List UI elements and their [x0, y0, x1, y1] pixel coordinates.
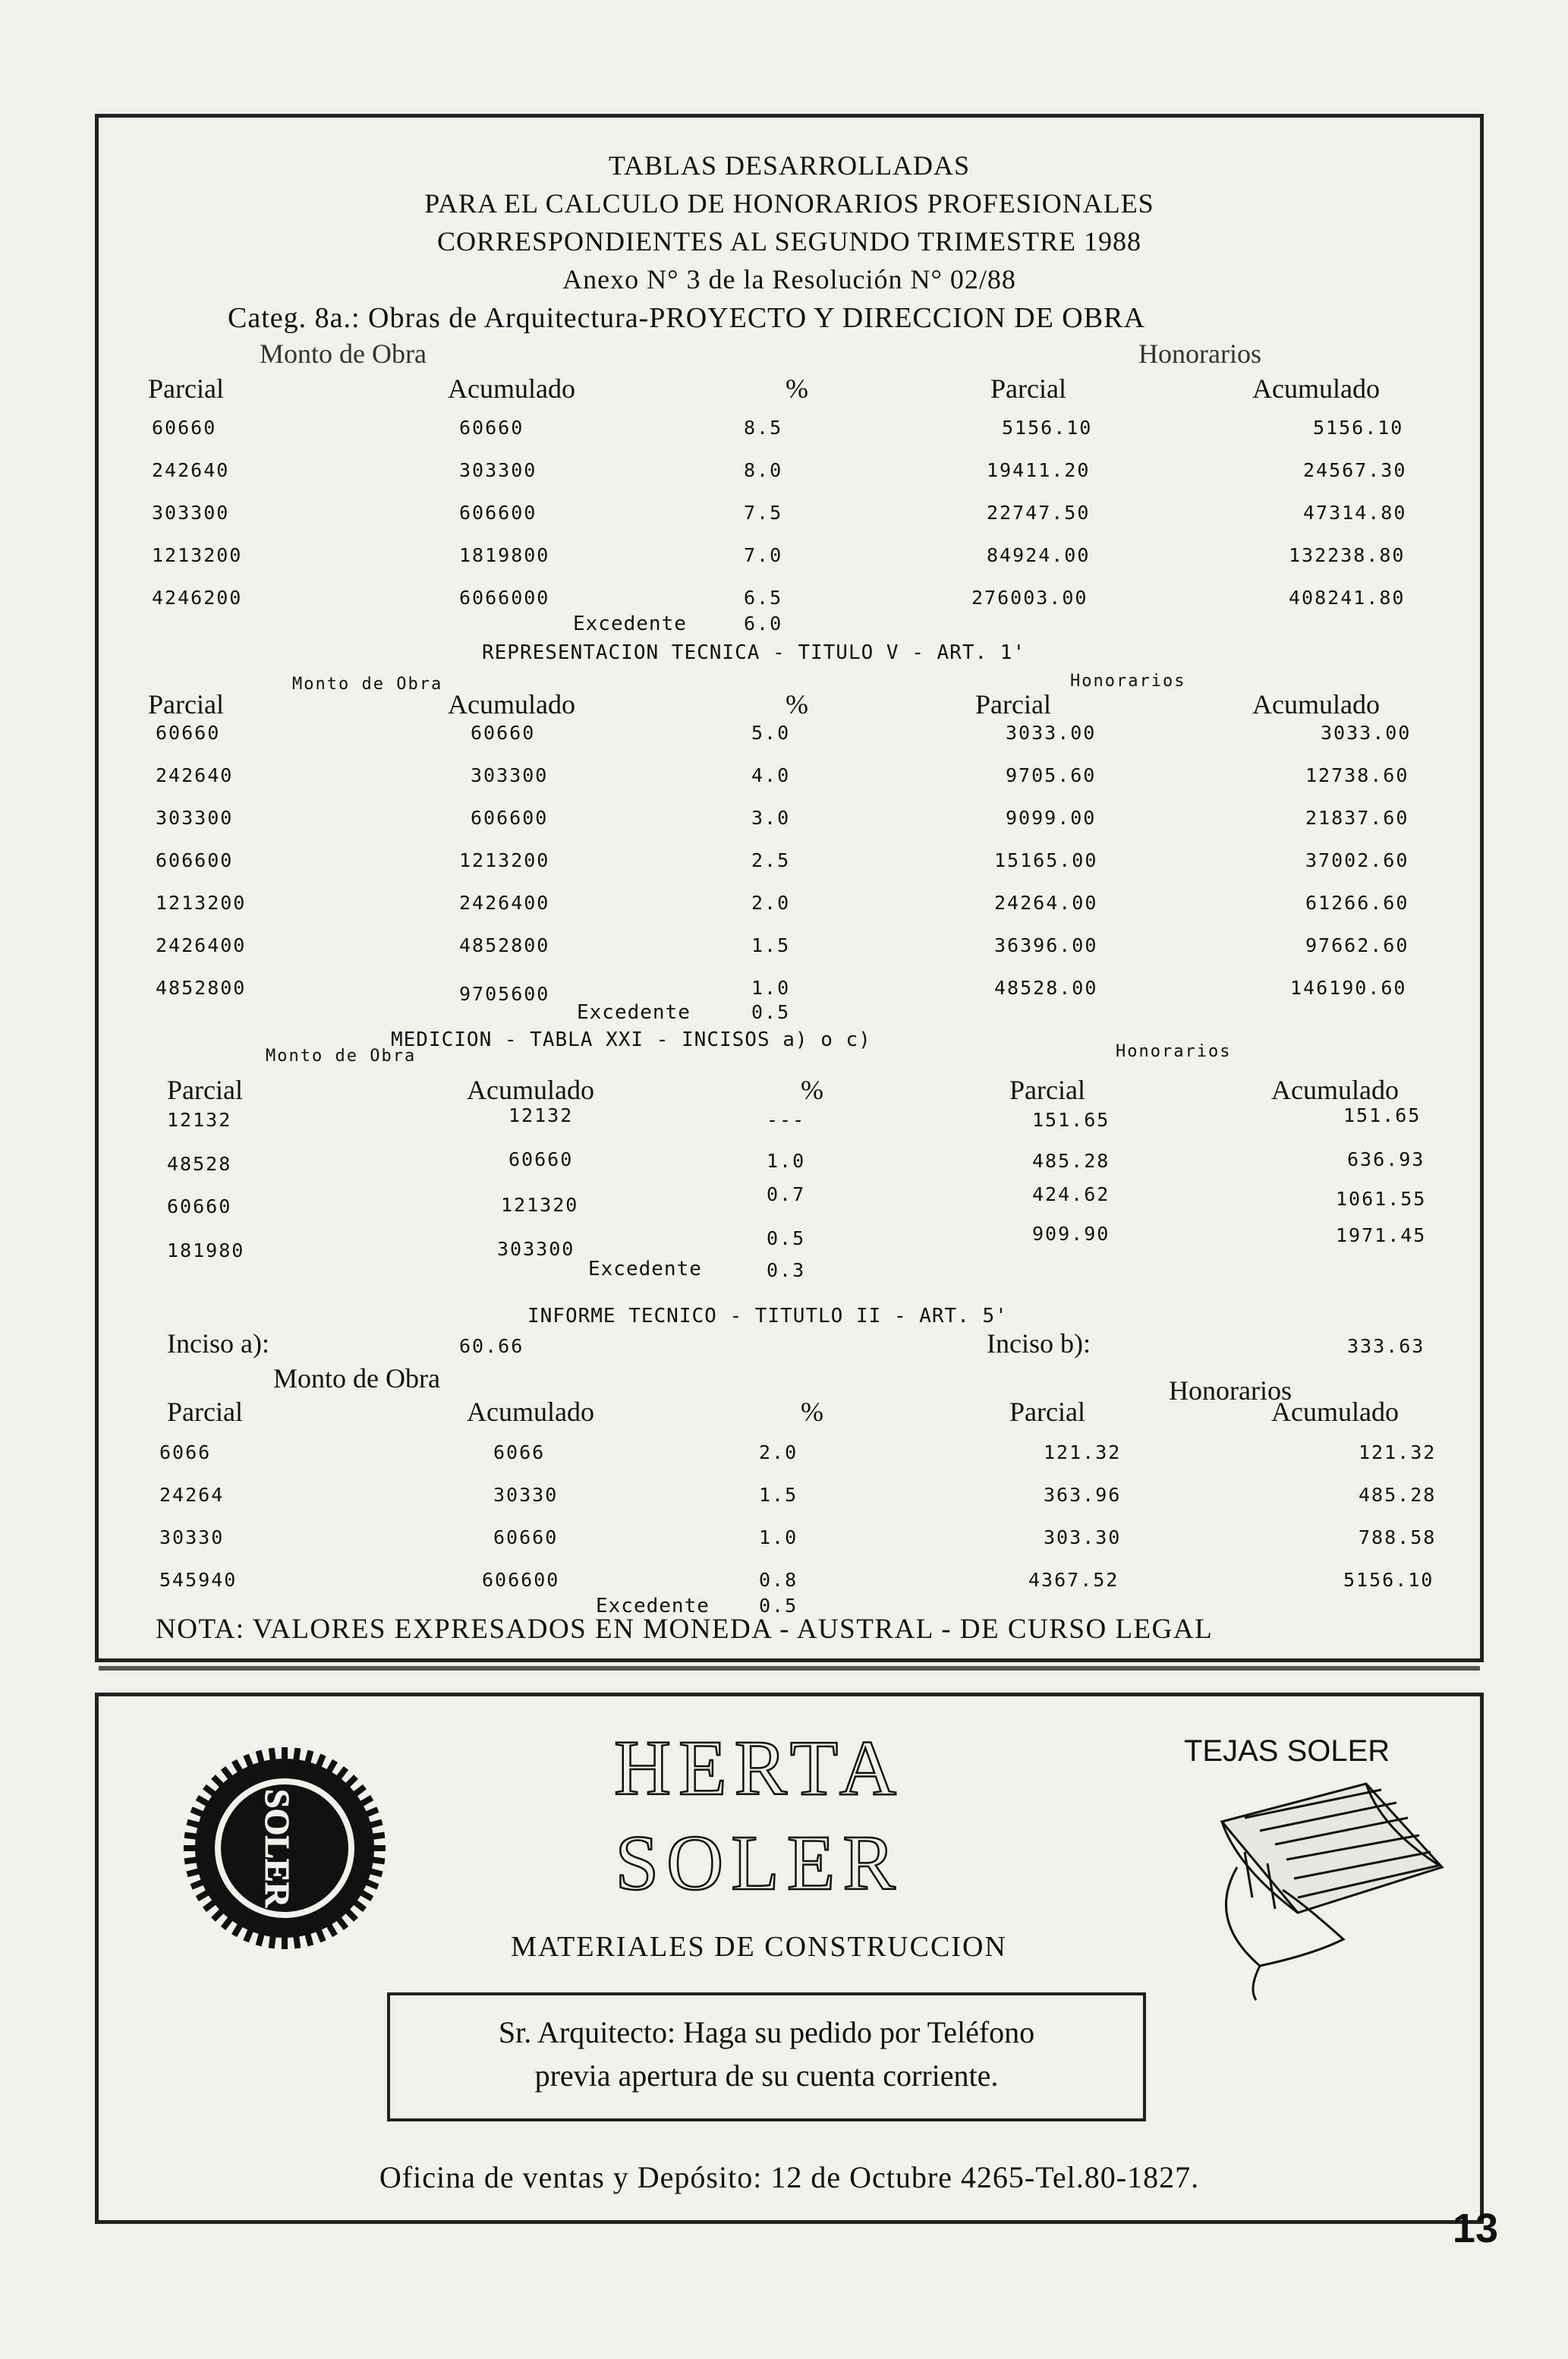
cell-pct: 5.0: [751, 722, 791, 744]
sec2-acumulado-label: Acumulado: [448, 689, 575, 720]
sec4-hon-acumulado-label: Acumulado: [1271, 1397, 1399, 1427]
sec4-monto-label: Monto de Obra: [273, 1363, 440, 1394]
inciso-a-value: 60.66: [459, 1335, 524, 1357]
cell-hon-acumulado: 97662.60: [1305, 934, 1409, 956]
sec1-excedente-value: 6.0: [744, 613, 783, 635]
sec3-acumulado-label: Acumulado: [467, 1075, 594, 1105]
sec2-pct-label: %: [786, 689, 808, 720]
cell-parcial: 181980: [167, 1239, 245, 1261]
cell-parcial: 606600: [156, 849, 234, 871]
ad-footer-address: Oficina de ventas y Depósito: 12 de Octubre 4265-Tel.80-1827.: [379, 2160, 1200, 2194]
page-number: 13: [1452, 2206, 1498, 2251]
cell-pct: 4.0: [751, 764, 791, 786]
cell-pct: 0.8: [759, 1569, 798, 1591]
sec2-excedente-value: 0.5: [751, 1001, 791, 1023]
cell-parcial: 60660: [156, 722, 221, 744]
cell-hon-acumulado: 636.93: [1347, 1148, 1425, 1170]
cell-hon-parcial: 363.96: [1044, 1484, 1122, 1506]
sec3-excedente-label: Excedente: [588, 1258, 702, 1280]
herta-soler-advertisement: [95, 1693, 1484, 2224]
cell-parcial: 4852800: [156, 977, 247, 999]
cell-parcial: 303300: [156, 807, 234, 829]
cell-parcial: 24264: [159, 1484, 225, 1506]
cell-hon-parcial: 121.32: [1044, 1441, 1122, 1463]
cell-acumulado: 6066: [493, 1441, 546, 1463]
roof-tiles-icon: [1192, 1776, 1450, 2004]
cell-acumulado: 9705600: [459, 983, 550, 1005]
cell-hon-acumulado: 47314.80: [1303, 502, 1407, 524]
sec1-hon-parcial-label: Parcial: [990, 373, 1066, 404]
cell-hon-acumulado: 1061.55: [1336, 1188, 1427, 1210]
cell-parcial: 4246200: [152, 587, 243, 609]
cell-acumulado: 303300: [459, 459, 537, 481]
cell-hon-parcial: 151.65: [1032, 1109, 1110, 1131]
cell-pct: 7.0: [744, 544, 783, 566]
sec1-monto-label: Monto de Obra: [260, 339, 427, 369]
sec3-honorarios-label: Honorarios: [1116, 1042, 1232, 1061]
cell-parcial: 12132: [167, 1109, 232, 1131]
cell-parcial: 242640: [156, 764, 234, 786]
sec4-parcial-label: Parcial: [167, 1397, 243, 1427]
cell-parcial: 303300: [152, 502, 230, 524]
product-label: TEJAS SOLER: [1184, 1734, 1390, 1768]
nota-line: NOTA: VALORES EXPRESADOS EN MONEDA - AUSTRAL - DE CURSO LEGAL: [156, 1614, 1214, 1645]
sec2-monto-label: Monto de Obra: [292, 675, 443, 694]
cell-hon-acumulado: 408241.80: [1289, 587, 1406, 609]
cell-parcial: 1213200: [152, 544, 243, 566]
title-line-2: PARA EL CALCULO DE HONORARIOS PROFESIONALES: [424, 188, 1154, 219]
cell-parcial: 1213200: [156, 892, 247, 914]
cell-parcial: 60660: [152, 417, 217, 439]
cell-hon-parcial: 36396.00: [994, 934, 1098, 956]
cell-acumulado: 1819800: [459, 544, 550, 566]
cell-acumulado: 60660: [471, 722, 536, 744]
cell-acumulado: 1213200: [459, 849, 550, 871]
cell-hon-acumulado: 24567.30: [1303, 459, 1407, 481]
cell-hon-parcial: 303.30: [1044, 1526, 1122, 1548]
cell-acumulado: 30330: [493, 1484, 559, 1506]
cell-pct: 1.0: [767, 1150, 806, 1172]
cell-hon-parcial: 22747.50: [987, 502, 1091, 524]
cell-hon-parcial: 5156.10: [1002, 417, 1093, 439]
cell-hon-parcial: 4367.52: [1028, 1569, 1119, 1591]
cell-acumulado: 606600: [471, 807, 549, 829]
ad-subtitle: MATERIALES DE CONSTRUCCION: [511, 1931, 1007, 1963]
cell-hon-acumulado: 146190.60: [1290, 977, 1407, 999]
cell-hon-parcial: 3033.00: [1006, 722, 1097, 744]
sec4-hon-parcial-label: Parcial: [1009, 1397, 1085, 1427]
sec4-pct-label: %: [801, 1397, 823, 1427]
cell-acumulado: 60660: [508, 1148, 574, 1170]
cell-pct: ---: [767, 1109, 806, 1131]
cell-hon-parcial: 15165.00: [994, 849, 1098, 871]
cell-pct: 6.5: [744, 587, 783, 609]
cell-hon-acumulado: 21837.60: [1305, 807, 1409, 829]
sec4-honorarios-label: Honorarios: [1169, 1375, 1292, 1406]
cell-hon-acumulado: 5156.10: [1343, 1569, 1434, 1591]
title-line-4: Anexo N° 3 de la Resolución N° 02/88: [562, 264, 1016, 294]
cell-pct: 2.0: [759, 1441, 798, 1463]
honorarios-table-panel: [95, 114, 1484, 1662]
cell-pct: 1.5: [759, 1484, 798, 1506]
title-line-3: CORRESPONDIENTES AL SEGUNDO TRIMESTRE 1988: [436, 226, 1142, 257]
cell-hon-parcial: 909.90: [1032, 1223, 1110, 1245]
sec3-pct-label: %: [801, 1075, 823, 1105]
cell-hon-parcial: 84924.00: [987, 544, 1091, 566]
cell-parcial: 30330: [159, 1526, 225, 1548]
sec1-excedente-label: Excedente: [573, 613, 687, 635]
cell-hon-parcial: 424.62: [1032, 1183, 1110, 1205]
cell-acumulado: 12132: [508, 1104, 574, 1126]
cell-hon-acumulado: 12738.60: [1305, 764, 1409, 786]
cell-pct: 8.0: [744, 459, 783, 481]
cell-acumulado: 60660: [459, 417, 524, 439]
brand-line-1: HERTA: [613, 1724, 905, 1812]
cell-parcial: 545940: [159, 1569, 238, 1591]
cell-parcial: 6066: [159, 1441, 212, 1463]
cell-hon-acumulado: 788.58: [1359, 1526, 1437, 1548]
cell-pct: 1.0: [751, 977, 791, 999]
soler-logo-icon: [182, 1746, 387, 1951]
sec4-excedente-value: 0.5: [759, 1595, 798, 1617]
sec2-hon-parcial-label: Parcial: [975, 689, 1051, 720]
title-line-1: TABLAS DESARROLLADAS: [608, 150, 971, 181]
sec3-title: MEDICION - TABLA XXI - INCISOS a) o c): [391, 1028, 871, 1051]
sec3-parcial-label: Parcial: [167, 1075, 243, 1105]
sec1-honorarios-label: Honorarios: [1138, 339, 1261, 369]
cell-acumulado: 121320: [501, 1194, 579, 1216]
cell-hon-parcial: 276003.00: [971, 587, 1088, 609]
cell-parcial: 2426400: [156, 934, 247, 956]
cell-acumulado: 303300: [471, 764, 549, 786]
inciso-b-value: 333.63: [1347, 1335, 1425, 1357]
cell-hon-acumulado: 37002.60: [1305, 849, 1409, 871]
sec2-title: REPRESENTACION TECNICA - TITULO V - ART. 1': [482, 641, 1026, 664]
categ-line: Categ. 8a.: Obras de Arquitectura-PROYECTO Y DIRECCION DE OBRA: [228, 302, 1145, 334]
cell-parcial: 48528: [167, 1153, 232, 1175]
cell-acumulado: 606600: [482, 1569, 560, 1591]
sec2-hon-acumulado-label: Acumulado: [1252, 689, 1380, 720]
sec4-excedente-label: Excedente: [596, 1595, 710, 1617]
cell-pct: 1.0: [759, 1526, 798, 1548]
cell-hon-parcial: 24264.00: [994, 892, 1098, 914]
cell-pct: 8.5: [744, 417, 783, 439]
message-line-1: Sr. Arquitecto: Haga su pedido por Teléfono: [498, 2015, 1035, 2049]
cell-parcial: 242640: [152, 459, 230, 481]
panel-shadow-line: [99, 1666, 1480, 1671]
cell-pct: 0.7: [767, 1183, 806, 1205]
sec3-monto-label: Monto de Obra: [266, 1047, 417, 1066]
cell-pct: 3.0: [751, 807, 791, 829]
cell-hon-acumulado: 485.28: [1359, 1484, 1437, 1506]
cell-hon-parcial: 19411.20: [987, 459, 1091, 481]
cell-hon-acumulado: 151.65: [1343, 1104, 1422, 1126]
cell-hon-parcial: 9099.00: [1006, 807, 1097, 829]
sec2-excedente-label: Excedente: [577, 1001, 691, 1024]
cell-pct: 2.0: [751, 892, 791, 914]
order-message-box: [387, 1992, 1146, 2121]
cell-pct: 0.5: [767, 1227, 806, 1249]
sec1-pct-label: %: [786, 373, 808, 404]
sec1-hon-acumulado-label: Acumulado: [1252, 373, 1380, 404]
inciso-b-label: Inciso b):: [987, 1328, 1091, 1359]
sec3-hon-acumulado-label: Acumulado: [1271, 1075, 1399, 1105]
cell-hon-acumulado: 61266.60: [1305, 892, 1409, 914]
logo-text: SOLER: [258, 1789, 297, 1907]
message-line-2: previa apertura de su cuenta corriente.: [534, 2058, 999, 2093]
cell-acumulado: 606600: [459, 502, 537, 524]
cell-acumulado: 6066000: [459, 587, 550, 609]
sec1-acumulado-label: Acumulado: [448, 373, 575, 404]
cell-hon-acumulado: 1971.45: [1336, 1224, 1427, 1246]
cell-hon-parcial: 9705.60: [1006, 764, 1097, 786]
cell-hon-acumulado: 132238.80: [1289, 544, 1406, 566]
cell-hon-acumulado: 121.32: [1359, 1441, 1437, 1463]
sec4-acumulado-label: Acumulado: [467, 1397, 594, 1427]
cell-hon-parcial: 485.28: [1032, 1150, 1110, 1172]
cell-parcial: 60660: [167, 1195, 232, 1217]
cell-pct: 1.5: [751, 934, 791, 956]
sec3-excedente-value: 0.3: [767, 1259, 806, 1281]
sec2-parcial-label: Parcial: [148, 689, 224, 720]
cell-hon-parcial: 48528.00: [994, 977, 1098, 999]
sec1-parcial-label: Parcial: [148, 373, 224, 404]
cell-acumulado: 4852800: [459, 934, 550, 956]
cell-hon-acumulado: 3033.00: [1321, 722, 1412, 744]
cell-acumulado: 303300: [497, 1238, 575, 1260]
sec2-honorarios-label: Honorarios: [1070, 672, 1186, 691]
inciso-a-label: Inciso a):: [167, 1328, 269, 1359]
cell-pct: 2.5: [751, 849, 791, 871]
cell-hon-acumulado: 5156.10: [1313, 417, 1404, 439]
cell-pct: 7.5: [744, 502, 783, 524]
cell-acumulado: 2426400: [459, 892, 550, 914]
cell-acumulado: 60660: [493, 1526, 559, 1548]
sec3-hon-parcial-label: Parcial: [1009, 1075, 1085, 1105]
brand-line-2: SOLER: [615, 1819, 903, 1907]
sec4-title: INFORME TECNICO - TITUTLO II - ART. 5': [527, 1305, 1008, 1328]
